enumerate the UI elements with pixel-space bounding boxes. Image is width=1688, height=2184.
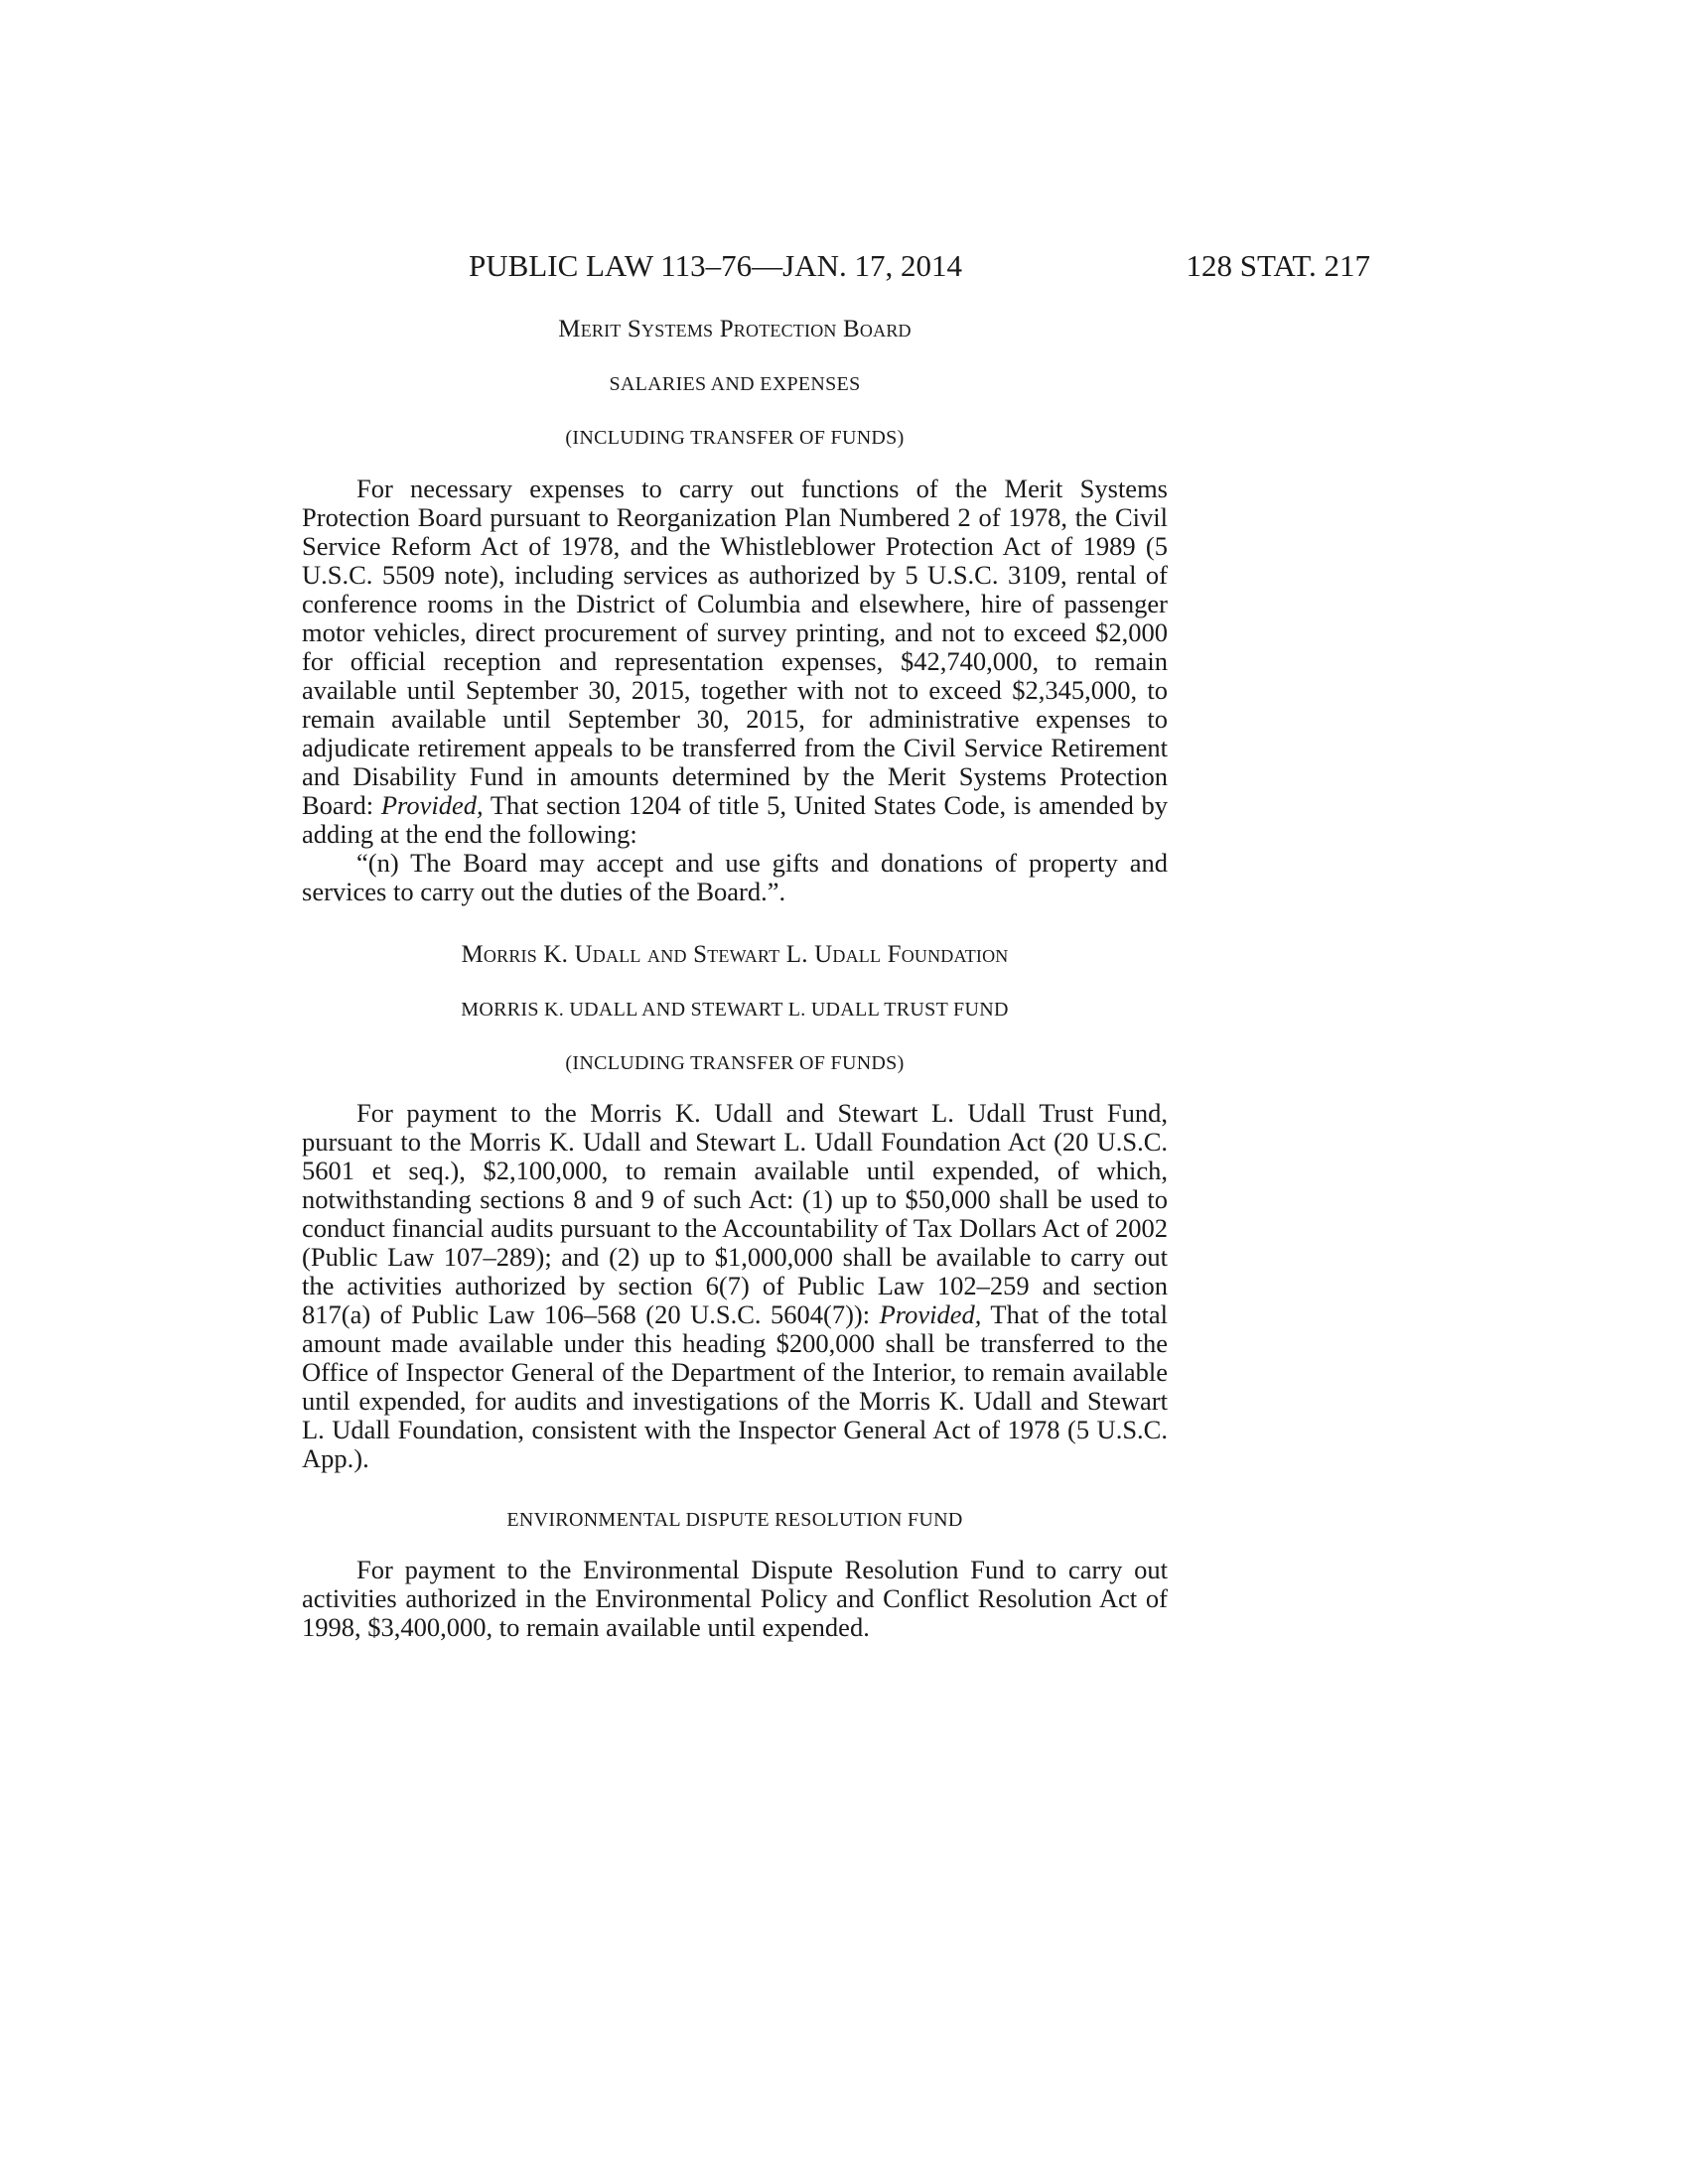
- heading-environmental-dispute-resolution-fund: ENVIRONMENTAL DISPUTE RESOLUTION FUND: [506, 1509, 963, 1531]
- note-including-transfer-of-funds: (INCLUDING TRANSFER OF FUNDS): [565, 1052, 905, 1074]
- provided-italic: Provided,: [879, 1299, 982, 1329]
- paragraph-text: For payment to the Morris K. Udall and Stewart L. Udall Trust Fund, pursuant to the Morris K. Udall and Stewart L. Udall Foundation Act (20 U.S.C. 5601 et seq.), $2,100,000, to remain available until expended, of which, notwithstanding sections 8 and 9 of such Act: (1) up to $50,000 shall be used to conduct financial audits pursuant to the Accountability of Tax Dollars Act of 2002 (Public Law 107–289); and (2) up to $1,000,000 shall be available to carry out the activities authorized by section 6(7) of Public Law 102–259 and section 817(a) of Public Law 106–568 (20 U.S.C. 5604(7)):: [302, 1098, 1168, 1329]
- heading-salaries-and-expenses: SALARIES AND EXPENSES: [609, 373, 861, 395]
- page-content: [302, 316, 1168, 1642]
- paragraph-text: That of the total amount made available under this heading $200,000 shall be transferred to the Office of Inspector General of the Department of the Interior, to remain available until expended, for audits and investigations of the Morris K. Udall and Stewart L. Udall Foundation, consistent with the Inspector General Act of 1978 (5 U.S.C. App.).: [302, 1299, 1168, 1473]
- agency-heading-udall-foundation: Morris K. Udall and Stewart L. Udall Foundation: [461, 941, 1009, 968]
- paragraph-mspb-appropriation: [302, 475, 1168, 849]
- header-title: PUBLIC LAW 113–76—JAN. 17, 2014: [469, 248, 962, 283]
- paragraph-text: That section 1204 of title 5, United States Code, is amended by adding at the end the following:: [302, 790, 1169, 849]
- paragraph-udall-trust-fund: [302, 1099, 1168, 1473]
- page-header: [469, 248, 1370, 290]
- header-stat-citation: 128 STAT. 217: [1186, 248, 1370, 283]
- paragraph-board-gifts-amendment: “(n) The Board may accept and use gifts and donations of property and services to carry out the duties of the Board.”.: [302, 848, 1168, 906]
- agency-heading-mspb: Merit Systems Protection Board: [558, 316, 912, 342]
- provided-italic: Provided,: [380, 790, 484, 820]
- paragraph-text: For necessary expenses to carry out functions of the Merit Systems Protection Board pursuant to Reorganization Plan Numbered 2 of 1978, the Civil Service Reform Act of 1978, and the Whistleblower Protection Act of 1989 (5 U.S.C. 5509 note), including services as authorized by 5 U.S.C. 3109, rental of conference rooms in the District of Columbia and elsewhere, hire of passenger motor vehicles, direct procurement of survey printing, and not to exceed $2,000 for official reception and representation expenses, $42,740,000, to remain available until September 30, 2015, together with not to exceed $2,345,000, to remain available until September 30, 2015, for administrative expenses to adjudicate retirement appeals to be transferred from the Civil Service Retirement and Disability Fund in amounts determined by the Merit Systems Protection Board:: [302, 474, 1168, 820]
- heading-udall-trust-fund: MORRIS K. UDALL AND STEWART L. UDALL TRUST FUND: [461, 999, 1009, 1021]
- note-including-transfer-of-funds: (INCLUDING TRANSFER OF FUNDS): [565, 427, 905, 449]
- paragraph-environmental-dispute-resolution-fund: For payment to the Environmental Dispute Resolution Fund to carry out activities authorized in the Environmental Policy and Conflict Resolution Act of 1998, $3,400,000, to remain available until expended.: [302, 1555, 1168, 1642]
